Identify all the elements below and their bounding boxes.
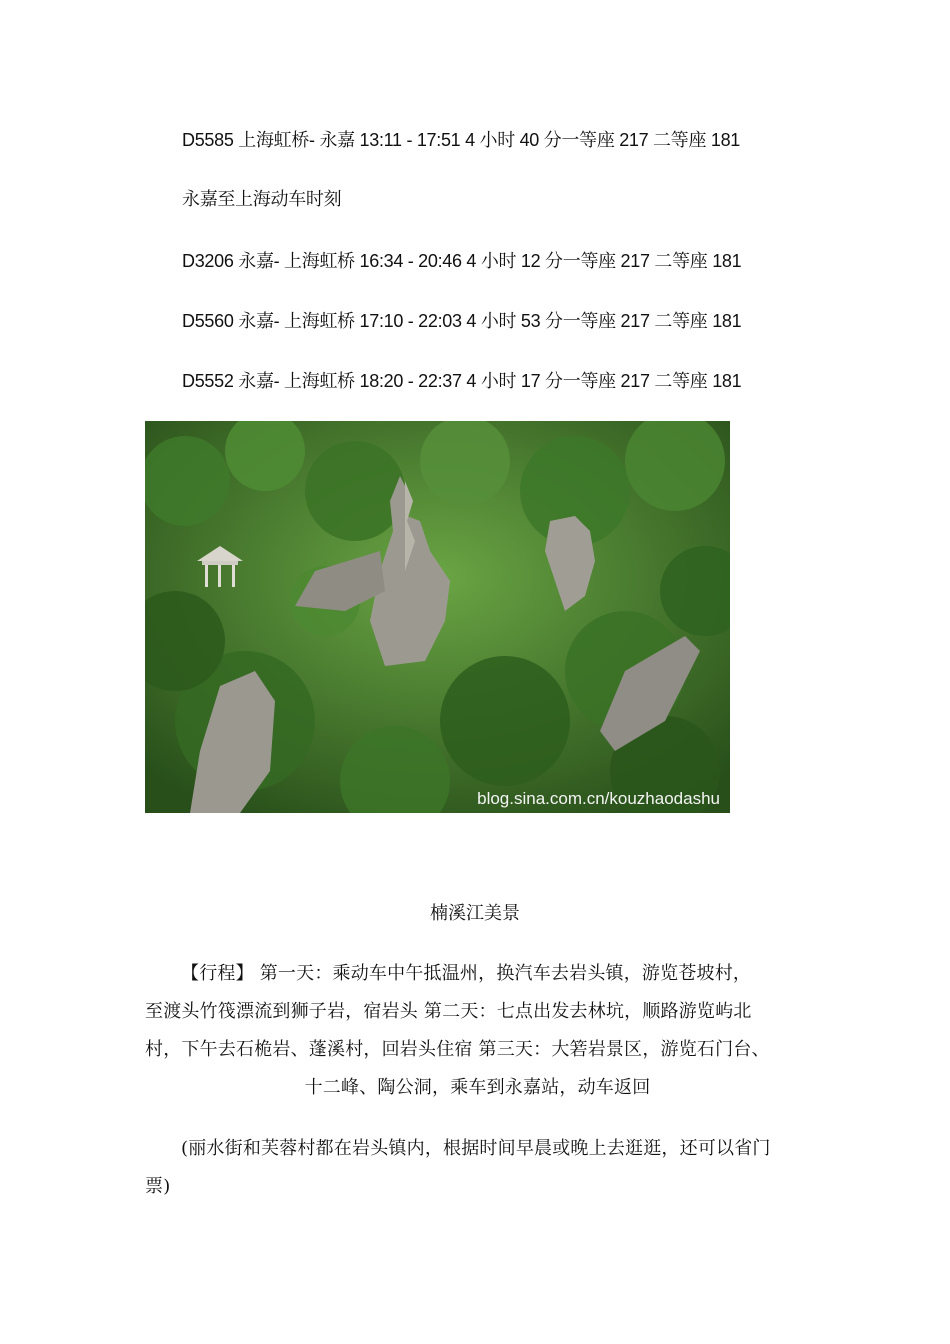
note-paragraph [145, 1130, 810, 1206]
schedule-line-d5585: D5585 上海虹桥- 永嘉 13:11 - 17:51 4 小时 40 分一等座 217 二等座 181 [182, 130, 740, 150]
itinerary-line-3: 村，下午去石桅岩、蓬溪村，回岩头住宿 第三天：大箬岩景区，游览石门台、 [145, 1039, 770, 1060]
schedule-line-d3206: D3206 永嘉- 上海虹桥 16:34 - 20:46 4 小时 12 分一等座 217 二等座 181 [182, 251, 742, 271]
photo-watermark: blog.sina.com.cn/kouzhaodashu [477, 789, 720, 808]
photo-caption: 楠溪江美景 [430, 903, 520, 924]
itinerary-line-4: 十二峰、陶公洞，乘车到永嘉站，动车返回 [304, 1077, 651, 1098]
note-line-2: 票) [145, 1176, 171, 1197]
note-line-1: (丽水街和芙蓉村都在岩头镇内，根据时间早晨或晚上去逛逛，还可以省门 [181, 1138, 771, 1159]
itinerary-paragraph [145, 955, 810, 1107]
schedule-heading: 永嘉至上海动车时刻 [182, 189, 342, 210]
schedule-line-d5560: D5560 永嘉- 上海虹桥 17:10 - 22:03 4 小时 53 分一等座 217 二等座 181 [182, 311, 742, 331]
itinerary-line-2: 至渡头竹筏漂流到狮子岩，宿岩头 第二天：七点出发去林坑，顺路游览屿北 [145, 1001, 752, 1022]
schedule-line-d5552: D5552 永嘉- 上海虹桥 18:20 - 22:37 4 小时 17 分一等座 217 二等座 181 [182, 371, 742, 391]
scenery-photo [145, 421, 730, 813]
itinerary-line-1: 【行程】 第一天：乘动车中午抵温州，换汽车去岩头镇，游览苍坡村， [181, 963, 752, 984]
